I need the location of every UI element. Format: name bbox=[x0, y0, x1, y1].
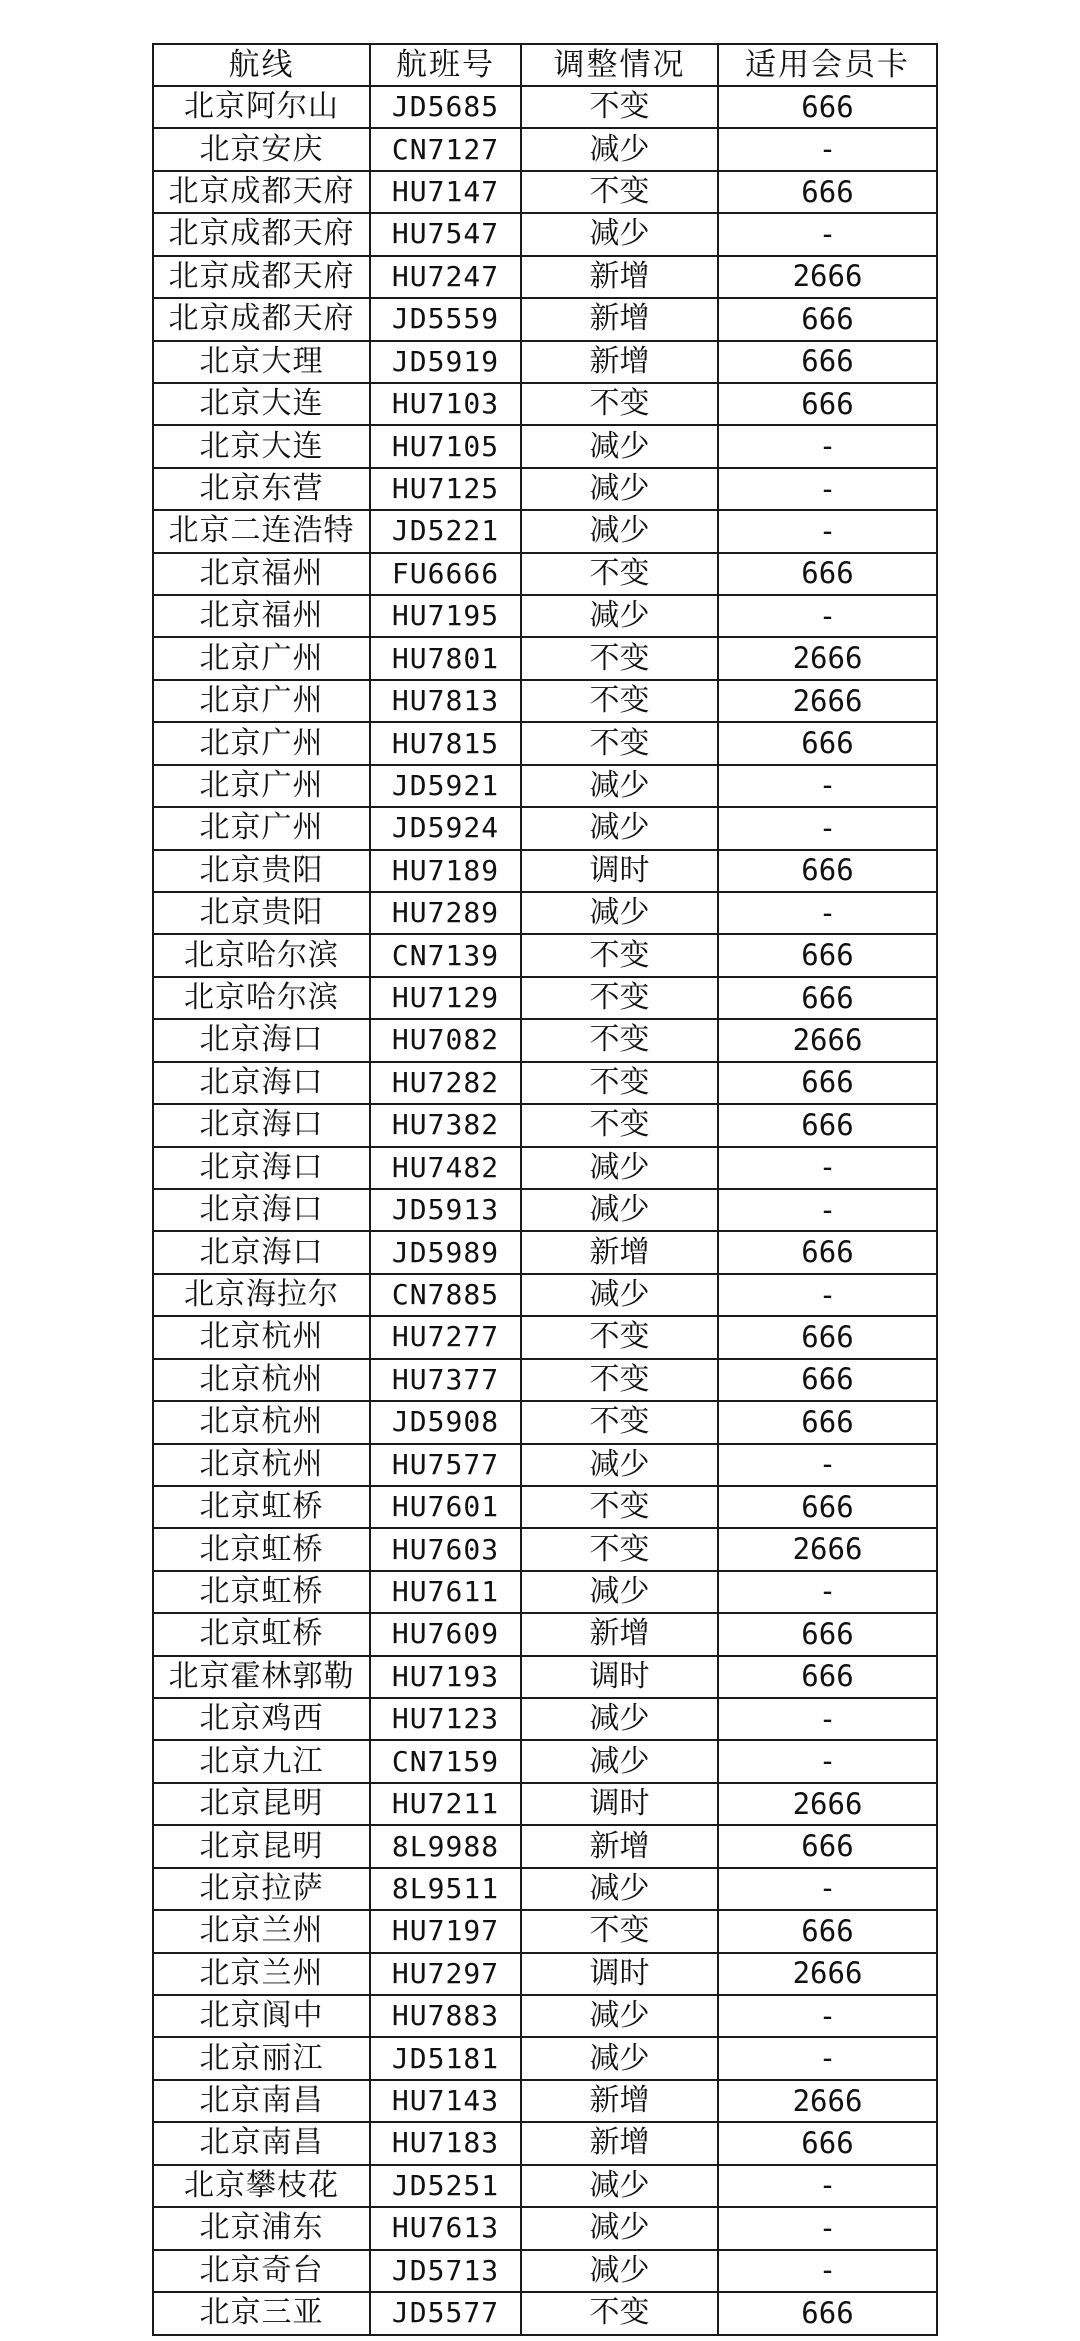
cell-route: 北京南昌 bbox=[153, 2122, 370, 2164]
cell-route: 北京虹桥 bbox=[153, 1486, 370, 1528]
cell-adjustment: 不变 bbox=[521, 637, 718, 679]
cell-flight-number: JD5251 bbox=[370, 2165, 521, 2207]
table-row bbox=[153, 1104, 937, 1146]
cell-flight-number: HU7613 bbox=[370, 2207, 521, 2249]
cell-route: 北京二连浩特 bbox=[153, 510, 370, 552]
cell-route: 北京东营 bbox=[153, 468, 370, 510]
cell-flight-number: HU7601 bbox=[370, 1486, 521, 1528]
table-row bbox=[153, 1953, 937, 1995]
cell-route: 北京海口 bbox=[153, 1147, 370, 1189]
cell-route: 北京大连 bbox=[153, 425, 370, 467]
cell-adjustment: 新增 bbox=[521, 1825, 718, 1867]
cell-adjustment: 减少 bbox=[521, 1147, 718, 1189]
table-row bbox=[153, 1528, 937, 1570]
cell-flight-number: HU7211 bbox=[370, 1783, 521, 1825]
cell-route: 北京哈尔滨 bbox=[153, 977, 370, 1019]
cell-adjustment: 减少 bbox=[521, 1740, 718, 1782]
cell-adjustment: 减少 bbox=[521, 425, 718, 467]
cell-flight-number: JD5908 bbox=[370, 1401, 521, 1443]
table-row bbox=[153, 1359, 937, 1401]
cell-route: 北京福州 bbox=[153, 553, 370, 595]
cell-adjustment: 新增 bbox=[521, 1613, 718, 1655]
cell-route: 北京兰州 bbox=[153, 1953, 370, 1995]
cell-route: 北京南昌 bbox=[153, 2080, 370, 2122]
cell-route: 北京虹桥 bbox=[153, 1528, 370, 1570]
table-row bbox=[153, 298, 937, 340]
cell-adjustment: 减少 bbox=[521, 807, 718, 849]
table-row bbox=[153, 977, 937, 1019]
cell-member-card: 666 bbox=[718, 86, 937, 128]
table-row bbox=[153, 2037, 937, 2079]
cell-flight-number: HU7123 bbox=[370, 1698, 521, 1740]
cell-flight-number: HU7125 bbox=[370, 468, 521, 510]
cell-member-card: 666 bbox=[718, 383, 937, 425]
cell-flight-number: HU7105 bbox=[370, 425, 521, 467]
cell-route: 北京兰州 bbox=[153, 1910, 370, 1952]
cell-flight-number: HU7195 bbox=[370, 595, 521, 637]
cell-member-card: - bbox=[718, 595, 937, 637]
cell-adjustment: 减少 bbox=[521, 128, 718, 170]
cell-adjustment: 不变 bbox=[521, 1019, 718, 1061]
cell-route: 北京广州 bbox=[153, 680, 370, 722]
cell-route: 北京成都天府 bbox=[153, 298, 370, 340]
table-row bbox=[153, 765, 937, 807]
cell-route: 北京海口 bbox=[153, 1104, 370, 1146]
cell-member-card: 2666 bbox=[718, 1528, 937, 1570]
cell-route: 北京虹桥 bbox=[153, 1571, 370, 1613]
cell-route: 北京浦东 bbox=[153, 2207, 370, 2249]
cell-adjustment: 调时 bbox=[521, 1656, 718, 1698]
cell-member-card: 666 bbox=[718, 1656, 937, 1698]
cell-flight-number: JD5577 bbox=[370, 2292, 521, 2335]
cell-adjustment: 减少 bbox=[521, 2037, 718, 2079]
cell-member-card: - bbox=[718, 2207, 937, 2249]
cell-adjustment: 不变 bbox=[521, 171, 718, 213]
cell-route: 北京海口 bbox=[153, 1062, 370, 1104]
table-row bbox=[153, 1910, 937, 1952]
cell-adjustment: 不变 bbox=[521, 383, 718, 425]
header-route: 航线 bbox=[153, 44, 370, 86]
cell-flight-number: HU7282 bbox=[370, 1062, 521, 1104]
cell-adjustment: 不变 bbox=[521, 1528, 718, 1570]
cell-member-card: 666 bbox=[718, 171, 937, 213]
table-row bbox=[153, 2292, 937, 2335]
cell-adjustment: 减少 bbox=[521, 2250, 718, 2292]
cell-adjustment: 不变 bbox=[521, 722, 718, 764]
cell-flight-number: JD5221 bbox=[370, 510, 521, 552]
cell-flight-number: HU7289 bbox=[370, 892, 521, 934]
cell-adjustment: 不变 bbox=[521, 1401, 718, 1443]
cell-flight-number: JD5924 bbox=[370, 807, 521, 849]
cell-member-card: 666 bbox=[718, 341, 937, 383]
cell-adjustment: 调时 bbox=[521, 850, 718, 892]
table-row bbox=[153, 1062, 937, 1104]
cell-adjustment: 不变 bbox=[521, 2292, 718, 2335]
cell-flight-number: HU7183 bbox=[370, 2122, 521, 2164]
cell-adjustment: 减少 bbox=[521, 1444, 718, 1486]
cell-member-card: - bbox=[718, 1189, 937, 1231]
table-header-row bbox=[153, 44, 937, 86]
table-row bbox=[153, 2080, 937, 2122]
table-row bbox=[153, 1231, 937, 1273]
table-row bbox=[153, 680, 937, 722]
cell-flight-number: HU7147 bbox=[370, 171, 521, 213]
cell-member-card: - bbox=[718, 1444, 937, 1486]
cell-flight-number: 8L9988 bbox=[370, 1825, 521, 1867]
table-row bbox=[153, 1401, 937, 1443]
table-row bbox=[153, 850, 937, 892]
table-row bbox=[153, 1698, 937, 1740]
cell-member-card: - bbox=[718, 1868, 937, 1910]
cell-member-card: 666 bbox=[718, 1613, 937, 1655]
cell-route: 北京攀枝花 bbox=[153, 2165, 370, 2207]
cell-adjustment: 减少 bbox=[521, 1274, 718, 1316]
cell-adjustment: 减少 bbox=[521, 213, 718, 255]
cell-adjustment: 不变 bbox=[521, 1359, 718, 1401]
table-row bbox=[153, 553, 937, 595]
table-row bbox=[153, 722, 937, 764]
cell-flight-number: HU7382 bbox=[370, 1104, 521, 1146]
cell-adjustment: 减少 bbox=[521, 2165, 718, 2207]
cell-member-card: 2666 bbox=[718, 1783, 937, 1825]
table-row bbox=[153, 637, 937, 679]
cell-route: 北京杭州 bbox=[153, 1316, 370, 1358]
cell-route: 北京海拉尔 bbox=[153, 1274, 370, 1316]
cell-adjustment: 不变 bbox=[521, 934, 718, 976]
cell-member-card: 2666 bbox=[718, 256, 937, 298]
cell-route: 北京哈尔滨 bbox=[153, 934, 370, 976]
cell-route: 北京阿尔山 bbox=[153, 86, 370, 128]
cell-route: 北京广州 bbox=[153, 637, 370, 679]
cell-member-card: 666 bbox=[718, 1231, 937, 1273]
cell-flight-number: JD5685 bbox=[370, 86, 521, 128]
cell-flight-number: HU7103 bbox=[370, 383, 521, 425]
cell-member-card: 666 bbox=[718, 850, 937, 892]
cell-flight-number: HU7815 bbox=[370, 722, 521, 764]
cell-adjustment: 减少 bbox=[521, 2207, 718, 2249]
cell-flight-number: HU7197 bbox=[370, 1910, 521, 1952]
table-row bbox=[153, 1274, 937, 1316]
cell-route: 北京九江 bbox=[153, 1740, 370, 1782]
header-flight-number: 航班号 bbox=[370, 44, 521, 86]
cell-adjustment: 不变 bbox=[521, 553, 718, 595]
cell-route: 北京福州 bbox=[153, 595, 370, 637]
cell-member-card: - bbox=[718, 1571, 937, 1613]
cell-adjustment: 调时 bbox=[521, 1953, 718, 1995]
table-row bbox=[153, 1995, 937, 2037]
cell-adjustment: 减少 bbox=[521, 1698, 718, 1740]
table-row bbox=[153, 892, 937, 934]
cell-route: 北京广州 bbox=[153, 722, 370, 764]
cell-member-card: 666 bbox=[718, 934, 937, 976]
cell-member-card: 666 bbox=[718, 722, 937, 764]
cell-adjustment: 不变 bbox=[521, 1486, 718, 1528]
cell-flight-number: HU7801 bbox=[370, 637, 521, 679]
table-row bbox=[153, 510, 937, 552]
cell-flight-number: HU7297 bbox=[370, 1953, 521, 1995]
cell-adjustment: 不变 bbox=[521, 86, 718, 128]
cell-member-card: - bbox=[718, 807, 937, 849]
cell-adjustment: 减少 bbox=[521, 468, 718, 510]
table-row bbox=[153, 1783, 937, 1825]
table-body bbox=[153, 86, 937, 2335]
cell-adjustment: 不变 bbox=[521, 1316, 718, 1358]
table-row bbox=[153, 383, 937, 425]
cell-flight-number: HU7082 bbox=[370, 1019, 521, 1061]
cell-member-card: - bbox=[718, 2250, 937, 2292]
cell-member-card: 666 bbox=[718, 2292, 937, 2335]
cell-route: 北京拉萨 bbox=[153, 1868, 370, 1910]
cell-flight-number: HU7189 bbox=[370, 850, 521, 892]
cell-route: 北京杭州 bbox=[153, 1444, 370, 1486]
cell-adjustment: 新增 bbox=[521, 1231, 718, 1273]
table-row bbox=[153, 128, 937, 170]
cell-flight-number: HU7603 bbox=[370, 1528, 521, 1570]
cell-member-card: 666 bbox=[718, 1486, 937, 1528]
cell-route: 北京大理 bbox=[153, 341, 370, 383]
cell-flight-number: FU6666 bbox=[370, 553, 521, 595]
cell-route: 北京广州 bbox=[153, 765, 370, 807]
cell-member-card: 666 bbox=[718, 1401, 937, 1443]
table-row bbox=[153, 2122, 937, 2164]
cell-flight-number: HU7193 bbox=[370, 1656, 521, 1698]
cell-flight-number: HU7813 bbox=[370, 680, 521, 722]
table-row bbox=[153, 256, 937, 298]
table-row bbox=[153, 86, 937, 128]
cell-member-card: - bbox=[718, 1995, 937, 2037]
cell-adjustment: 不变 bbox=[521, 1910, 718, 1952]
cell-flight-number: JD5713 bbox=[370, 2250, 521, 2292]
cell-route: 北京杭州 bbox=[153, 1401, 370, 1443]
cell-adjustment: 减少 bbox=[521, 595, 718, 637]
cell-member-card: 2666 bbox=[718, 2080, 937, 2122]
cell-flight-number: HU7547 bbox=[370, 213, 521, 255]
cell-member-card: - bbox=[718, 1740, 937, 1782]
table-row bbox=[153, 1825, 937, 1867]
table-row bbox=[153, 1486, 937, 1528]
table-row bbox=[153, 1147, 937, 1189]
cell-route: 北京大连 bbox=[153, 383, 370, 425]
cell-adjustment: 减少 bbox=[521, 1995, 718, 2037]
cell-flight-number: JD5921 bbox=[370, 765, 521, 807]
cell-member-card: - bbox=[718, 892, 937, 934]
cell-member-card: - bbox=[718, 425, 937, 467]
table-row bbox=[153, 425, 937, 467]
cell-route: 北京海口 bbox=[153, 1019, 370, 1061]
cell-adjustment: 减少 bbox=[521, 1868, 718, 1910]
cell-flight-number: JD5181 bbox=[370, 2037, 521, 2079]
cell-route: 北京成都天府 bbox=[153, 256, 370, 298]
cell-adjustment: 减少 bbox=[521, 510, 718, 552]
cell-route: 北京丽江 bbox=[153, 2037, 370, 2079]
cell-flight-number: HU7577 bbox=[370, 1444, 521, 1486]
cell-member-card: - bbox=[718, 1147, 937, 1189]
cell-route: 北京虹桥 bbox=[153, 1613, 370, 1655]
cell-route: 北京贵阳 bbox=[153, 850, 370, 892]
header-adjustment: 调整情况 bbox=[521, 44, 718, 86]
cell-adjustment: 调时 bbox=[521, 1783, 718, 1825]
cell-adjustment: 减少 bbox=[521, 1189, 718, 1231]
cell-flight-number: HU7482 bbox=[370, 1147, 521, 1189]
cell-route: 北京成都天府 bbox=[153, 213, 370, 255]
cell-flight-number: HU7883 bbox=[370, 1995, 521, 2037]
cell-adjustment: 新增 bbox=[521, 256, 718, 298]
cell-member-card: 666 bbox=[718, 977, 937, 1019]
cell-member-card: 2666 bbox=[718, 680, 937, 722]
cell-flight-number: JD5913 bbox=[370, 1189, 521, 1231]
table-row bbox=[153, 2250, 937, 2292]
cell-flight-number: HU7129 bbox=[370, 977, 521, 1019]
cell-route: 北京霍林郭勒 bbox=[153, 1656, 370, 1698]
cell-member-card: 2666 bbox=[718, 1953, 937, 1995]
cell-member-card: 666 bbox=[718, 2122, 937, 2164]
cell-flight-number: CN7159 bbox=[370, 1740, 521, 1782]
cell-member-card: - bbox=[718, 765, 937, 807]
cell-member-card: - bbox=[718, 2037, 937, 2079]
cell-route: 北京三亚 bbox=[153, 2292, 370, 2335]
cell-member-card: - bbox=[718, 213, 937, 255]
cell-route: 北京海口 bbox=[153, 1231, 370, 1273]
cell-member-card: - bbox=[718, 2165, 937, 2207]
table-row bbox=[153, 1316, 937, 1358]
cell-route: 北京贵阳 bbox=[153, 892, 370, 934]
cell-member-card: 666 bbox=[718, 1825, 937, 1867]
cell-adjustment: 不变 bbox=[521, 680, 718, 722]
cell-adjustment: 不变 bbox=[521, 977, 718, 1019]
cell-route: 北京阆中 bbox=[153, 1995, 370, 2037]
cell-route: 北京安庆 bbox=[153, 128, 370, 170]
route-table bbox=[152, 43, 938, 2336]
cell-flight-number: CN7127 bbox=[370, 128, 521, 170]
table-row bbox=[153, 171, 937, 213]
cell-flight-number: HU7611 bbox=[370, 1571, 521, 1613]
cell-member-card: 666 bbox=[718, 298, 937, 340]
cell-adjustment: 不变 bbox=[521, 1104, 718, 1146]
cell-member-card: 666 bbox=[718, 1316, 937, 1358]
table-row bbox=[153, 1444, 937, 1486]
cell-adjustment: 新增 bbox=[521, 341, 718, 383]
cell-flight-number: 8L9511 bbox=[370, 1868, 521, 1910]
cell-flight-number: JD5559 bbox=[370, 298, 521, 340]
cell-adjustment: 新增 bbox=[521, 298, 718, 340]
cell-member-card: - bbox=[718, 128, 937, 170]
cell-member-card: 2666 bbox=[718, 1019, 937, 1061]
table-row bbox=[153, 1189, 937, 1231]
table-row bbox=[153, 1656, 937, 1698]
cell-adjustment: 减少 bbox=[521, 765, 718, 807]
cell-flight-number: CN7139 bbox=[370, 934, 521, 976]
cell-route: 北京鸡西 bbox=[153, 1698, 370, 1740]
table-row bbox=[153, 1019, 937, 1061]
cell-flight-number: JD5989 bbox=[370, 1231, 521, 1273]
table-row bbox=[153, 468, 937, 510]
cell-flight-number: HU7277 bbox=[370, 1316, 521, 1358]
table-row bbox=[153, 595, 937, 637]
cell-member-card: 666 bbox=[718, 1910, 937, 1952]
cell-member-card: 666 bbox=[718, 1359, 937, 1401]
cell-route: 北京昆明 bbox=[153, 1825, 370, 1867]
cell-member-card: - bbox=[718, 1698, 937, 1740]
table-row bbox=[153, 1740, 937, 1782]
table-row bbox=[153, 1613, 937, 1655]
cell-route: 北京成都天府 bbox=[153, 171, 370, 213]
cell-route: 北京海口 bbox=[153, 1189, 370, 1231]
table-row bbox=[153, 2207, 937, 2249]
cell-route: 北京昆明 bbox=[153, 1783, 370, 1825]
cell-adjustment: 减少 bbox=[521, 1571, 718, 1613]
table-row bbox=[153, 807, 937, 849]
route-table-sheet bbox=[152, 43, 936, 2336]
cell-flight-number: HU7247 bbox=[370, 256, 521, 298]
table-row bbox=[153, 1571, 937, 1613]
cell-member-card: - bbox=[718, 468, 937, 510]
cell-member-card: - bbox=[718, 510, 937, 552]
table-row bbox=[153, 213, 937, 255]
cell-member-card: 2666 bbox=[718, 637, 937, 679]
cell-adjustment: 新增 bbox=[521, 2122, 718, 2164]
cell-adjustment: 减少 bbox=[521, 892, 718, 934]
cell-member-card: 666 bbox=[718, 553, 937, 595]
cell-route: 北京杭州 bbox=[153, 1359, 370, 1401]
table-row bbox=[153, 934, 937, 976]
header-member-card: 适用会员卡 bbox=[718, 44, 937, 86]
cell-route: 北京广州 bbox=[153, 807, 370, 849]
cell-flight-number: HU7143 bbox=[370, 2080, 521, 2122]
table-row bbox=[153, 2165, 937, 2207]
cell-flight-number: HU7609 bbox=[370, 1613, 521, 1655]
cell-flight-number: JD5919 bbox=[370, 341, 521, 383]
cell-flight-number: HU7377 bbox=[370, 1359, 521, 1401]
table-row bbox=[153, 1868, 937, 1910]
cell-member-card: 666 bbox=[718, 1104, 937, 1146]
table-row bbox=[153, 341, 937, 383]
cell-adjustment: 新增 bbox=[521, 2080, 718, 2122]
cell-member-card: - bbox=[718, 1274, 937, 1316]
cell-route: 北京奇台 bbox=[153, 2250, 370, 2292]
cell-flight-number: CN7885 bbox=[370, 1274, 521, 1316]
cell-adjustment: 不变 bbox=[521, 1062, 718, 1104]
cell-member-card: 666 bbox=[718, 1062, 937, 1104]
